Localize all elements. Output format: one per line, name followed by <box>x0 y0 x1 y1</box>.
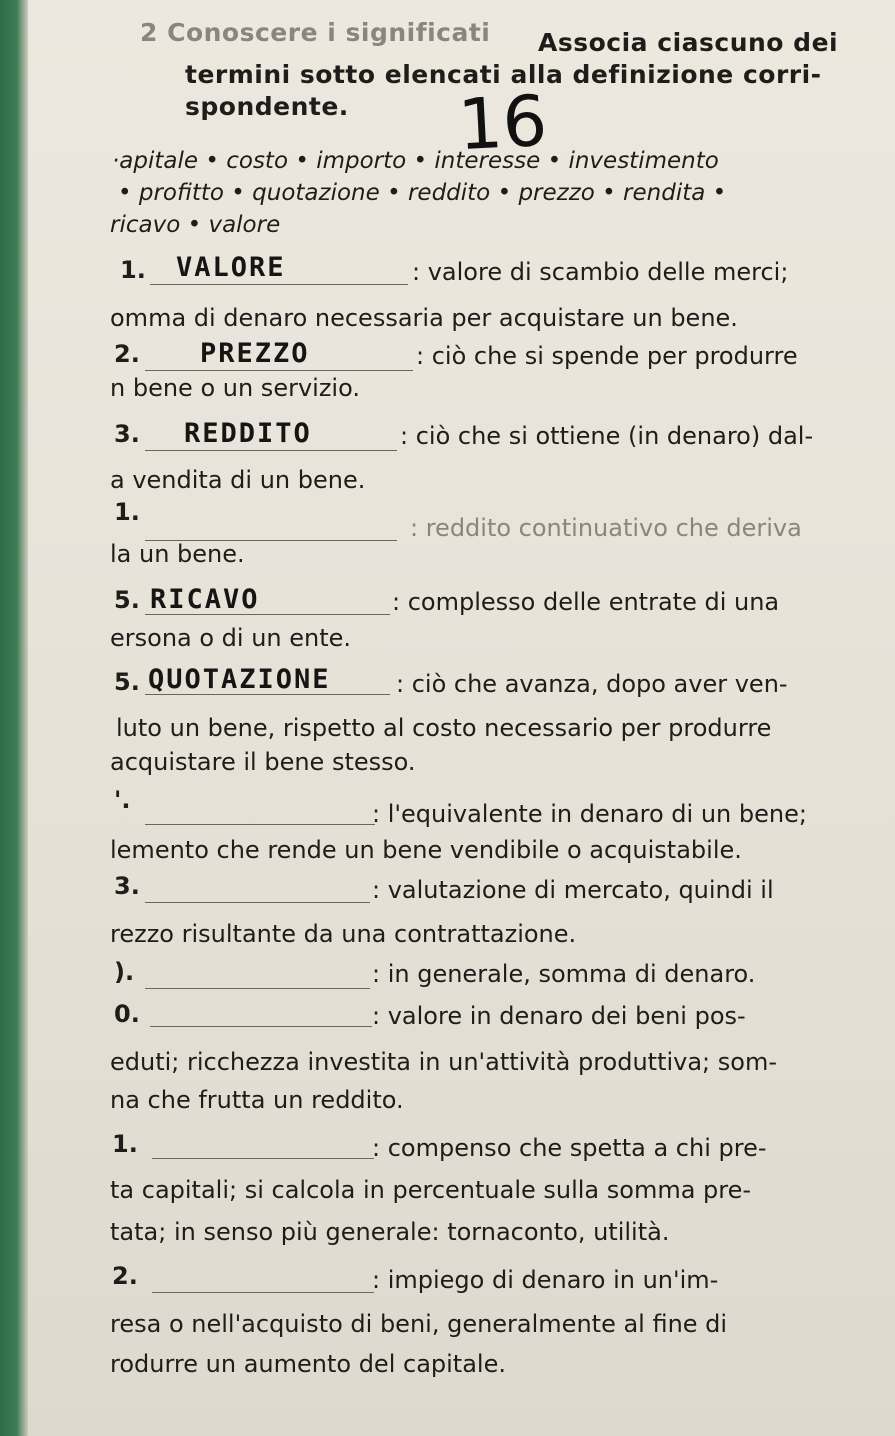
item-answer: QUOTAZIONE <box>148 664 331 695</box>
book-spine-edge <box>0 0 28 1436</box>
answer-blank[interactable] <box>152 1290 374 1293</box>
exercise-faded-heading: 2 Conoscere i significati <box>140 18 491 47</box>
item-definition: omma di denaro necessaria per acquistare un bene. <box>110 304 738 332</box>
item-answer: PREZZO <box>200 338 310 369</box>
item-number: 1. <box>114 498 140 526</box>
item-definition: lemento che rende un bene vendibile o acquistabile. <box>110 836 742 864</box>
item-number: 3. <box>114 420 140 448</box>
item-definition: : ciò che si ottiene (in denaro) dal- <box>400 422 814 450</box>
item-definition: acquistare il bene stesso. <box>110 748 416 776</box>
item-number: 3. <box>114 872 140 900</box>
item-number: 5. <box>114 668 140 696</box>
item-definition: a vendita di un bene. <box>110 466 366 494</box>
item-number: '. <box>114 786 131 814</box>
item-definition: : valore di scambio delle merci; <box>412 258 789 286</box>
item-answer: REDDITO <box>184 418 312 449</box>
item-definition: : in generale, somma di denaro. <box>372 960 756 988</box>
terms-line2: • profitto • quotazione • reddito • prezzo • rendita • <box>118 180 727 206</box>
terms-line3: ricavo • valore <box>110 212 281 238</box>
item-number: ). <box>114 958 135 986</box>
answer-blank[interactable] <box>145 822 375 825</box>
item-definition: : valutazione di mercato, quindi il <box>372 876 774 904</box>
answer-blank[interactable] <box>150 282 408 285</box>
item-definition: n bene o un servizio. <box>110 374 360 402</box>
item-number: 0. <box>114 1000 140 1028</box>
item-definition: ta capitali; si calcola in percentuale sulla somma pre- <box>110 1176 752 1204</box>
item-definition: ersona o di un ente. <box>110 624 352 652</box>
item-definition: la un bene. <box>110 540 245 568</box>
answer-blank[interactable] <box>150 1024 372 1027</box>
terms-line1: ·apitale • costo • importo • interesse • investimento <box>112 148 719 174</box>
item-definition: resa o nell'acquisto di beni, generalmente al fine di <box>110 1310 728 1338</box>
item-number: 1. <box>112 1130 138 1158</box>
item-answer: RICAVO <box>150 584 260 615</box>
item-number: 2. <box>112 1262 138 1290</box>
item-definition: rezzo risultante da una contrattazione. <box>110 920 577 948</box>
item-definition: : ciò che si spende per produrre <box>416 342 798 370</box>
answer-blank[interactable] <box>152 1156 374 1159</box>
item-definition: eduti; ricchezza investita in un'attività produttiva; som- <box>110 1048 777 1076</box>
item-definition: : reddito continuativo che deriva <box>410 514 802 542</box>
item-definition: tata; in senso più generale: tornaconto, utilità. <box>110 1218 670 1246</box>
item-definition: na che frutta un reddito. <box>110 1086 404 1114</box>
answer-blank[interactable] <box>145 900 370 903</box>
item-definition: luto un bene, rispetto al costo necessario per produrre <box>116 714 772 742</box>
item-answer: VALORE <box>176 252 286 283</box>
item-definition: : l'equivalente in denaro di un bene; <box>372 800 807 828</box>
handwritten-score: 16 <box>455 79 550 167</box>
item-number: 2. <box>114 340 140 368</box>
answer-blank[interactable] <box>145 612 390 615</box>
item-definition: rodurre un aumento del capitale. <box>110 1350 506 1378</box>
exercise-title-line1: Associa ciascuno dei <box>538 28 839 57</box>
answer-blank[interactable] <box>145 368 413 371</box>
item-definition: : compenso che spetta a chi pre- <box>372 1134 767 1162</box>
item-number: 1. <box>120 256 146 284</box>
exercise-title-line3: spondente. <box>185 92 349 121</box>
item-definition: : complesso delle entrate di una <box>392 588 780 616</box>
item-definition: : ciò che avanza, dopo aver ven- <box>396 670 788 698</box>
exercise-title-line2: termini sotto elencati alla definizione corri- <box>185 60 822 89</box>
item-definition: : impiego di denaro in un'im- <box>372 1266 719 1294</box>
item-definition: : valore in denaro dei beni pos- <box>372 1002 746 1030</box>
answer-blank[interactable] <box>145 692 390 695</box>
item-number: 5. <box>114 586 140 614</box>
answer-blank[interactable] <box>145 448 397 451</box>
answer-blank[interactable] <box>145 986 370 989</box>
